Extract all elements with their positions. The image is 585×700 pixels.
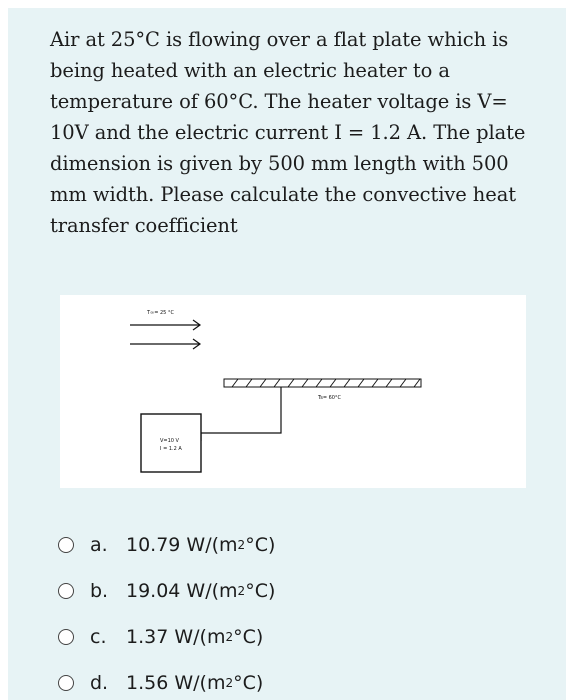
option-letter: d. <box>90 672 109 694</box>
option-superscript: 2 <box>237 538 246 552</box>
option-a[interactable] <box>58 528 458 562</box>
airflow-arrow-icon <box>130 320 200 330</box>
airflow-arrow-icon <box>130 339 200 349</box>
radio-button-icon[interactable] <box>58 583 74 599</box>
option-unit-tail: °C) <box>245 580 276 602</box>
option-c[interactable] <box>58 620 458 654</box>
option-value: 19.04 W/(m <box>126 580 238 602</box>
option-value: 1.56 W/(m <box>126 672 226 694</box>
option-superscript: 2 <box>237 584 246 598</box>
option-b[interactable] <box>58 574 458 608</box>
air-temp-label: T∞= 25 °C <box>147 310 174 316</box>
option-value: 1.37 W/(m <box>126 626 226 648</box>
plate-temp-label: Ts= 60°C <box>318 395 341 401</box>
option-unit-tail: °C) <box>245 534 276 556</box>
option-superscript: 2 <box>225 676 234 690</box>
voltage-label: V=10 V <box>160 438 179 444</box>
option-unit-tail: °C) <box>233 672 264 694</box>
option-letter: c. <box>90 626 107 648</box>
option-unit-tail: °C) <box>233 626 264 648</box>
current-label: I = 1.2 A <box>160 446 182 452</box>
option-letter: b. <box>90 580 109 602</box>
question-text: Air at 25°C is flowing over a flat plate which is being heated with an electric heater to a temperature of 60°C. The heater voltage is V= 10V and the electric current I = 1.2 A. The plate dimension is given by 500 mm length with 500 mm width. Please calculate the convective heat transfer coefficient <box>50 28 526 237</box>
diagram-svg <box>60 295 526 488</box>
option-d[interactable] <box>58 666 458 700</box>
radio-button-icon[interactable] <box>58 675 74 691</box>
heat-transfer-diagram <box>60 295 526 488</box>
radio-button-icon[interactable] <box>58 537 74 553</box>
radio-button-icon[interactable] <box>58 629 74 645</box>
option-superscript: 2 <box>225 630 234 644</box>
option-letter: a. <box>90 534 108 556</box>
option-value: 10.79 W/(m <box>126 534 238 556</box>
flat-plate <box>224 379 421 387</box>
heater-wire <box>201 387 281 441</box>
